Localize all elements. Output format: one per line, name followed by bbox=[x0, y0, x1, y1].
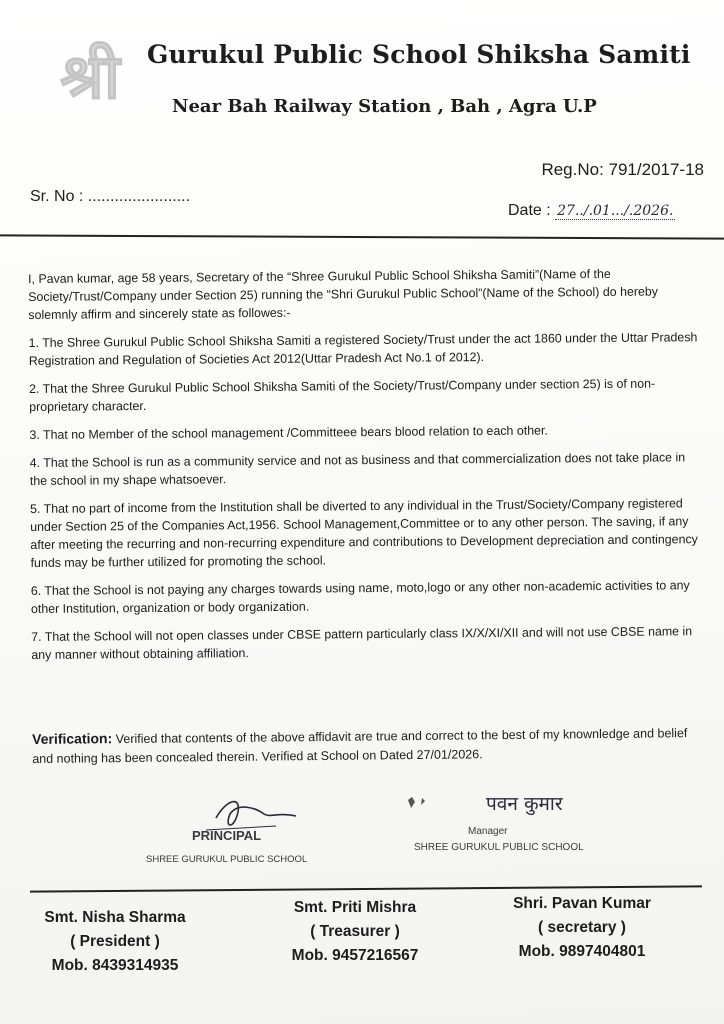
principal-school-name: SHREE GURUKUL PUBLIC SCHOOL bbox=[146, 854, 308, 865]
signatory-name: Smt. Priti Mishra bbox=[293, 899, 417, 916]
principal-title: PRINCIPAL bbox=[192, 828, 262, 843]
signatory-role: ( Treasurer ) bbox=[310, 923, 400, 940]
serial-number: Sr. No : ....................... bbox=[30, 188, 191, 205]
verification-text: Verified that contents of the above affidavit are true and correct to the best of my knownledge and belief and nothing has been concealed therein. Verified at School on Dated 27/01/2026. bbox=[32, 726, 688, 766]
signatory-name: Shri. Pavan Kumar bbox=[513, 895, 651, 912]
shree-logo-watermark bbox=[40, 30, 140, 120]
header-divider bbox=[0, 234, 724, 239]
date-handwritten: 27../.01.../.2026. bbox=[557, 203, 674, 219]
signatory-role: ( secretary ) bbox=[538, 919, 626, 936]
manager-signature: पवन कुमार bbox=[486, 793, 563, 815]
school-society-title: Gurukul Public School Shiksha Samiti bbox=[147, 40, 691, 69]
manager-stamp bbox=[400, 778, 590, 868]
affidavit-point: 5. That no part of income from the Institution shall be diverted to any individual in the Trust/Society/Company registered under Section 25 of the Companies Act,1956. School Management,Committee or to any other person. The saving, if any after meeting the recurring and non-recurring expenditure and contributions to Development depreciation and contingency funds may be further utilized for promoting the school. bbox=[30, 496, 698, 570]
affidavit-point: 2. That the Shree Gurukul Public School Shiksha Samiti of the Society/Trust/Company under section 25) is of non-proprietary character. bbox=[28, 376, 656, 414]
school-address: Near Bah Railway Station , Bah , Agra U.P bbox=[172, 96, 597, 117]
signatory-mobile: Mob. 9897404801 bbox=[518, 943, 646, 960]
affidavit-intro: I, Pavan kumar, age 58 years, Secretary of the “Shree Gurukul Public School Shiksha Samiti”(Name of the Society/Trust/Company under Section 25) running the “Shri Gurukul Public School”(Name of the School) do hereby solemnly affirm and sincerely state as followes:- bbox=[28, 266, 658, 322]
manager-school-name: SHREE GURUKUL PUBLIC SCHOOL bbox=[414, 842, 584, 853]
affidavit-point: 3. That no Member of the school management /Committeee bears blood relation to each other. bbox=[29, 423, 548, 442]
principal-stamp bbox=[146, 790, 316, 870]
affidavit-body bbox=[28, 264, 703, 674]
affidavit-point: 7. That the School will not open classes under CBSE pattern particularly class IX/X/XI/XII and will not use CBSE name in any manner without obtaining affiliation. bbox=[31, 624, 693, 662]
signatory-name: Smt. Nisha Sharma bbox=[44, 909, 186, 926]
svg-text:श्री: श्री bbox=[60, 40, 120, 113]
affidavit-point: 4. That the School is run as a community service and not as business and that commercialization does not take place in the school in my shape whatsoever. bbox=[29, 450, 686, 488]
principal-signature-scribble bbox=[216, 802, 296, 825]
signatory-role: ( President ) bbox=[70, 933, 160, 950]
verification-label: Verification: bbox=[32, 730, 113, 747]
affidavit-point: 1. The Shree Gurukul Public School Shiksha Samiti a registered Society/Trust under the act 1860 under the Uttar Pradesh Registration and Regulation of Societies Act 2012(Uttar Pradesh Act No.1 of 2012). bbox=[28, 330, 698, 368]
date-label: Date : bbox=[508, 202, 551, 219]
signatory-secretary bbox=[492, 892, 672, 964]
signatory-treasurer bbox=[270, 896, 440, 968]
date-field bbox=[508, 202, 675, 220]
signatory-president bbox=[30, 906, 200, 978]
manager-title: Manager bbox=[468, 826, 508, 837]
affidavit-point: 6. That the School is not paying any charges towards using name, moto,logo or any other non-academic activities to any other Institution, organization or body organization. bbox=[30, 578, 690, 616]
signatory-mobile: Mob. 8439314935 bbox=[51, 957, 179, 974]
signatory-mobile: Mob. 9457216567 bbox=[291, 947, 419, 964]
registration-number: Reg.No: 791/2017-18 bbox=[541, 160, 704, 179]
verification-statement bbox=[32, 723, 700, 769]
